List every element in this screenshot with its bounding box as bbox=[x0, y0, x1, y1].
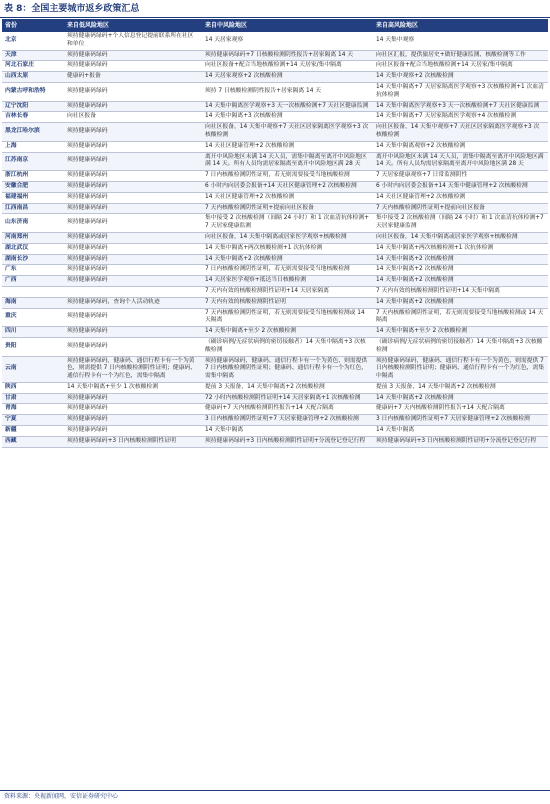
province-cell: 湖南长沙 bbox=[2, 254, 64, 265]
mid-risk-cell: 7 天内核酸检测阴性证明，若无则需要接受当地核酸检测或 14 天隔离 bbox=[202, 308, 373, 327]
mid-risk-cell: 提前 3 天报备，14 天集中隔离+2 次核酸检测 bbox=[202, 382, 373, 393]
mid-risk-cell: 须持健康码绿码，健康码、通信行程卡有一个为黄色，则需提供 7 日内核酸检测阴性证明；健康码、通信行程卡有一个为红色，需集中隔离 bbox=[202, 356, 373, 382]
table-row bbox=[2, 436, 548, 447]
high-risk-cell: 向社区报备，14 天集中观察+7 天社区居家隔离医学观察+3 次核酸检测 bbox=[373, 123, 548, 142]
table-row bbox=[2, 243, 548, 254]
province-cell: 河北石家庄 bbox=[2, 61, 64, 72]
high-risk-cell: 14 天集中隔离 bbox=[373, 426, 548, 437]
province-cell: 贵阳 bbox=[2, 337, 64, 356]
table-row bbox=[2, 426, 548, 437]
low-risk-cell: 须持健康码绿码 bbox=[64, 50, 202, 61]
high-risk-cell: 14 天集中隔离+2 次核酸检测 bbox=[373, 276, 548, 287]
policy-table bbox=[2, 19, 548, 448]
province-cell: 安徽合肥 bbox=[2, 181, 64, 192]
low-risk-cell: 须持健康码绿码 bbox=[64, 393, 202, 404]
table-row bbox=[2, 192, 548, 203]
low-risk-cell: 须持健康码绿码 bbox=[64, 141, 202, 152]
bottom-divider bbox=[0, 790, 550, 791]
low-risk-cell: 须持健康码绿码 bbox=[64, 192, 202, 203]
header-mid-risk: 来自中风险地区 bbox=[202, 19, 373, 32]
province-cell: 宁夏 bbox=[2, 415, 64, 426]
low-risk-cell: 须持健康码绿码 bbox=[64, 276, 202, 287]
province-cell: 新疆 bbox=[2, 426, 64, 437]
province-cell: 福建福州 bbox=[2, 192, 64, 203]
low-risk-cell: 须持健康码绿码 bbox=[64, 265, 202, 276]
high-risk-cell: 14 天集中隔离医学观察+3 天一次核酸检测+7 天社区健康监测 bbox=[373, 101, 548, 112]
table-row bbox=[2, 72, 548, 83]
low-risk-cell: 须持健康码绿码 bbox=[64, 181, 202, 192]
table-row bbox=[2, 181, 548, 192]
low-risk-cell: 14 天集中隔离+至少 1 次核酸检测 bbox=[64, 382, 202, 393]
table-row bbox=[2, 265, 548, 276]
high-risk-cell: 向社区汇报，提供旅居史+做好健康监测、核酸检测等工作 bbox=[373, 50, 548, 61]
table-row bbox=[2, 171, 548, 182]
province-cell: 辽宁沈阳 bbox=[2, 101, 64, 112]
table-row bbox=[2, 232, 548, 243]
low-risk-cell: 须持健康码绿码 bbox=[64, 152, 202, 171]
high-risk-cell: 离开中风险地区未满 14 天人员，需集中隔离至离开中风险地区满 14 天。所有人员均需居家隔离至离开中风险地区满 28 天 bbox=[373, 152, 548, 171]
province-cell: 江苏南京 bbox=[2, 152, 64, 171]
high-risk-cell: 7 天内核酸检测阴性证明，若无则需要接受当地核酸检测或 14 天隔离 bbox=[373, 308, 548, 327]
mid-risk-cell: 须持健康码绿码+3 日内核酸检测阴性证明+分流登记登记行程 bbox=[202, 436, 373, 447]
mid-risk-cell: 健康码+7 天内核酸检测阴性报告+14 天配合隔离 bbox=[202, 404, 373, 415]
low-risk-cell: 须持健康码绿码 bbox=[64, 214, 202, 233]
mid-risk-cell: 72 小时内核酸检测阴性证明+14 天居家隔离+1 次核酸检测 bbox=[202, 393, 373, 404]
header-high-risk: 来自高风险地区 bbox=[373, 19, 548, 32]
low-risk-cell: 须持健康码绿码，查询个人活动轨迹 bbox=[64, 297, 202, 308]
low-risk-cell: 须持健康码绿码 bbox=[64, 415, 202, 426]
table-row bbox=[2, 308, 548, 327]
high-risk-cell: 须持健康码绿码，健康码、通信行程卡有一个为黄色，则需提供 7 日内核酸检测阴性证明；健康码、通信行程卡有一个为红色，需集中隔离 bbox=[373, 356, 548, 382]
high-risk-cell: 3 日内核酸检测阴性证明+7 天居家健康管理+2 次核酸检测 bbox=[373, 415, 548, 426]
table-row bbox=[2, 82, 548, 101]
low-risk-cell: 须持健康码绿码+个人信息登记提前联系所在社区和单位 bbox=[64, 32, 202, 50]
high-risk-cell: 14 天集中隔离+2 次核酸检测 bbox=[373, 297, 548, 308]
high-risk-cell: 7 天内核酸检测阴性证明+提前向社区报备 bbox=[373, 203, 548, 214]
low-risk-cell: 须持健康码绿码+3 日内核酸检测阴性证明 bbox=[64, 436, 202, 447]
province-cell: 黑龙江哈尔滨 bbox=[2, 123, 64, 142]
province-cell: 北京 bbox=[2, 32, 64, 50]
high-risk-cell: 14 天集中隔离观察+2 次核酸检测 bbox=[373, 141, 548, 152]
high-risk-cell: 14 天社区健康管理+2 次核酸检测 bbox=[373, 192, 548, 203]
mid-risk-cell: 14 天社区健康管理+2 次核酸检测 bbox=[202, 141, 373, 152]
table-row bbox=[2, 112, 548, 123]
mid-risk-cell: 14 天集中隔离+两次核酸检测+1 次抗体检测 bbox=[202, 243, 373, 254]
high-risk-cell: 14 天集中隔离+两次核酸检测+1 次抗体检测 bbox=[373, 243, 548, 254]
province-cell: 江西南昌 bbox=[2, 203, 64, 214]
low-risk-cell: 须持健康码绿码 bbox=[64, 203, 202, 214]
table-row bbox=[2, 50, 548, 61]
province-cell: 陕西 bbox=[2, 382, 64, 393]
table-row bbox=[2, 101, 548, 112]
mid-risk-cell: 向社区报备+配合当地核酸检测+14 天居家/集中隔离 bbox=[202, 61, 373, 72]
table-row bbox=[2, 286, 548, 297]
high-risk-cell: 集中接受 2 次核酸检测（间隔 24 小时）和 1 次血清抗体检测+7 天居家健康监测 bbox=[373, 214, 548, 233]
table-row bbox=[2, 297, 548, 308]
mid-risk-cell: 须持 7 日核酸检测阴性报告+居家隔离 14 天 bbox=[202, 82, 373, 101]
low-risk-cell: 向社区报备 bbox=[64, 112, 202, 123]
table-header-row bbox=[2, 19, 548, 32]
low-risk-cell: 须持健康码绿码 bbox=[64, 327, 202, 338]
table-row bbox=[2, 214, 548, 233]
high-risk-cell: 14 天集中观察 bbox=[373, 32, 548, 50]
high-risk-cell: 向社区报备，14 天集中隔离或居家医学观察+核酸检测 bbox=[373, 232, 548, 243]
province-cell: 甘肃 bbox=[2, 393, 64, 404]
mid-risk-cell: 离开中风险地区未满 14 天人员，需集中隔离至离开中风险地区满 14 天。所有人员均需居家隔离至离开中风险地区满 28 天 bbox=[202, 152, 373, 171]
province-cell: 西藏 bbox=[2, 436, 64, 447]
low-risk-cell: 须持健康码绿码 bbox=[64, 123, 202, 142]
high-risk-cell: 提前 3 天报备，14 天集中隔离+2 次核酸检测 bbox=[373, 382, 548, 393]
high-risk-cell: 7 天内有效的核酸检测阴性证明+14 天集中隔离 bbox=[373, 286, 548, 297]
low-risk-cell: 须持健康码绿码 bbox=[64, 254, 202, 265]
table-row bbox=[2, 123, 548, 142]
low-risk-cell: 须持健康码绿码 bbox=[64, 61, 202, 72]
mid-risk-cell: 14 天集中隔离+至少 2 次核酸检测 bbox=[202, 327, 373, 338]
province-cell bbox=[2, 286, 64, 297]
header-province: 省份 bbox=[2, 19, 64, 32]
province-cell: 上海 bbox=[2, 141, 64, 152]
high-risk-cell: 14 天集中隔离+2 次核酸检测 bbox=[373, 393, 548, 404]
table-row bbox=[2, 356, 548, 382]
province-cell: 山东济南 bbox=[2, 214, 64, 233]
table-row bbox=[2, 203, 548, 214]
mid-risk-cell: 向社区报备，14 天集中观察+7 天社区居家隔离医学观察+3 次核酸检测 bbox=[202, 123, 373, 142]
mid-risk-cell: 须持健康码绿码+7 日核酸检测阴性报告+居家隔离 14 天 bbox=[202, 50, 373, 61]
low-risk-cell: 须持健康码绿码，健康码、通信行程卡有一个为黄色，则需提供 7 日内核酸检测阴性证明；健康码、通信行程卡有一个为红色，需集中隔离 bbox=[64, 356, 202, 382]
table-row bbox=[2, 337, 548, 356]
province-cell: 海南 bbox=[2, 297, 64, 308]
low-risk-cell: 须持健康码绿码 bbox=[64, 232, 202, 243]
table-row bbox=[2, 276, 548, 287]
high-risk-cell: （确诊病例/无症状病例的密切接触者）14 天集中隔离+3 次核酸检测 bbox=[373, 337, 548, 356]
table-row bbox=[2, 152, 548, 171]
mid-risk-cell: 7 天内核酸检测阴性证明+提前向社区报备 bbox=[202, 203, 373, 214]
province-cell: 云南 bbox=[2, 356, 64, 382]
low-risk-cell: 须持健康码绿码 bbox=[64, 426, 202, 437]
table-body bbox=[2, 32, 548, 447]
low-risk-cell: 须持健康码绿码 bbox=[64, 308, 202, 327]
high-risk-cell: 健康码+7 天内核酸检测阴性报告+14 天配合隔离 bbox=[373, 404, 548, 415]
table-row bbox=[2, 415, 548, 426]
table-title: 表 8：全国主要城市返乡政策汇总 bbox=[4, 4, 140, 14]
table-row bbox=[2, 382, 548, 393]
mid-risk-cell: 14 天居家观察 bbox=[202, 32, 373, 50]
high-risk-cell: 14 天集中隔离+7 天居家隔离医学观察+4 次核酸检测 bbox=[373, 112, 548, 123]
source-note: 资料来源：央视新闻网，安信证券研究中心 bbox=[4, 793, 119, 800]
mid-risk-cell: 14 天居家观察+2 次核酸检测 bbox=[202, 72, 373, 83]
province-cell: 内蒙古呼和浩特 bbox=[2, 82, 64, 101]
province-cell: 青海 bbox=[2, 404, 64, 415]
low-risk-cell: 健康码+报备 bbox=[64, 72, 202, 83]
high-risk-cell: 14 天集中隔离+2 次核酸检测 bbox=[373, 265, 548, 276]
high-risk-cell: 14 天集中隔离+2 次核酸检测 bbox=[373, 254, 548, 265]
high-risk-cell: 14 天集中隔离+至少 2 次核酸检测 bbox=[373, 327, 548, 338]
mid-risk-cell: 3 日内核酸检测阴性证明+7 天居家健康管理+2 次核酸检测 bbox=[202, 415, 373, 426]
low-risk-cell bbox=[64, 286, 202, 297]
province-cell: 湖北武汉 bbox=[2, 243, 64, 254]
low-risk-cell: 须持健康码绿码 bbox=[64, 243, 202, 254]
province-cell: 广西 bbox=[2, 276, 64, 287]
mid-risk-cell: 6 小时内向居委会报备+14 天社区健康管理+2 次核酸检测 bbox=[202, 181, 373, 192]
table-row bbox=[2, 327, 548, 338]
mid-risk-cell: 向社区报备，14 天集中隔离或居家医学观察+核酸检测 bbox=[202, 232, 373, 243]
table-row bbox=[2, 254, 548, 265]
mid-risk-cell: 7 日内核酸检测阴性证明，若无则需要接受当地核酸检测 bbox=[202, 171, 373, 182]
low-risk-cell: 须持健康码绿码 bbox=[64, 101, 202, 112]
mid-risk-cell: 7 天内有效的核酸检测阴性证明 bbox=[202, 297, 373, 308]
low-risk-cell: 须持健康码绿码 bbox=[64, 337, 202, 356]
province-cell: 山西太原 bbox=[2, 72, 64, 83]
high-risk-cell: 向社区报备+配合当地核酸检测+14 天居家/集中隔离 bbox=[373, 61, 548, 72]
mid-risk-cell: 14 天集中隔离医学观察+3 天一次核酸检测+7 天社区健康监测 bbox=[202, 101, 373, 112]
high-risk-cell: 须持健康码绿码+3 日内核酸检测阴性证明+分流登记登记行程 bbox=[373, 436, 548, 447]
high-risk-cell: 7 天居家健康观察+7 日常监测阴性 bbox=[373, 171, 548, 182]
mid-risk-cell: 14 天居家医学观察+抵达当日核酸检测 bbox=[202, 276, 373, 287]
header-low-risk: 来自低风险地区 bbox=[64, 19, 202, 32]
mid-risk-cell: 14 天社区健康管理+2 次核酸检测 bbox=[202, 192, 373, 203]
table-row bbox=[2, 393, 548, 404]
low-risk-cell: 须持健康码绿码 bbox=[64, 82, 202, 101]
high-risk-cell: 6 小时内向居委会报备+14 天集中健康管理+2 次核酸检测 bbox=[373, 181, 548, 192]
low-risk-cell: 须持健康码绿码 bbox=[64, 171, 202, 182]
province-cell: 天津 bbox=[2, 50, 64, 61]
high-risk-cell: 14 天集中隔离+7 天居家隔离医学观察+3 次核酸检测+1 次血清抗体检测 bbox=[373, 82, 548, 101]
table-row bbox=[2, 141, 548, 152]
mid-risk-cell: 集中接受 2 次核酸检测（间隔 24 小时）和 1 次血清抗体检测+7 天居家健康监测 bbox=[202, 214, 373, 233]
mid-risk-cell: （确诊病例/无症状病例的密切接触者）14 天集中隔离+3 次核酸检测 bbox=[202, 337, 373, 356]
mid-risk-cell: 7 日内核酸检测阴性证明，若无则需要接受当地核酸检测 bbox=[202, 265, 373, 276]
mid-risk-cell: 14 天集中隔离+2 次核酸检测 bbox=[202, 254, 373, 265]
province-cell: 广东 bbox=[2, 265, 64, 276]
province-cell: 浙江杭州 bbox=[2, 171, 64, 182]
province-cell: 四川 bbox=[2, 327, 64, 338]
title-divider bbox=[0, 17, 550, 18]
mid-risk-cell: 14 天集中隔离+3 次核酸检测 bbox=[202, 112, 373, 123]
high-risk-cell: 14 天集中观察+2 次核酸检测 bbox=[373, 72, 548, 83]
province-cell: 河南郑州 bbox=[2, 232, 64, 243]
mid-risk-cell: 14 天集中隔离 bbox=[202, 426, 373, 437]
table-row bbox=[2, 61, 548, 72]
province-cell: 重庆 bbox=[2, 308, 64, 327]
table-row bbox=[2, 404, 548, 415]
province-cell: 吉林长春 bbox=[2, 112, 64, 123]
mid-risk-cell: 7 天内有效的核酸检测阴性证明+14 天居家隔离 bbox=[202, 286, 373, 297]
low-risk-cell: 须持健康码绿码 bbox=[64, 404, 202, 415]
table-row bbox=[2, 32, 548, 50]
